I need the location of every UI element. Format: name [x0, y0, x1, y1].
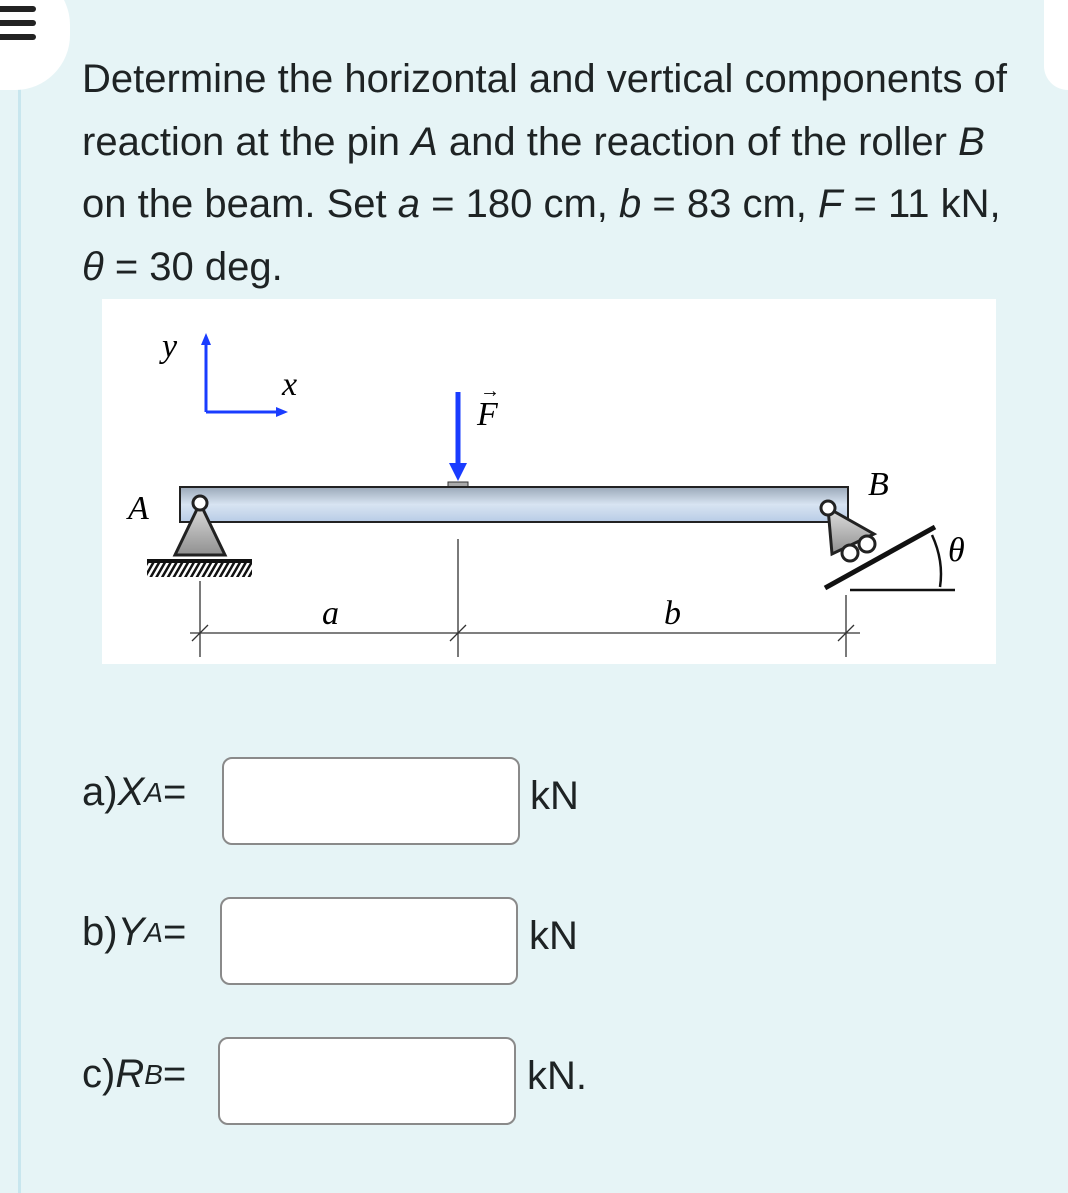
unit-label: kN — [530, 774, 579, 818]
dim-b-label: b — [664, 595, 681, 632]
label-b-point: B — [868, 466, 889, 503]
theta-label: θ — [948, 532, 965, 569]
beam — [180, 487, 848, 522]
svg-text:→: → — [480, 380, 500, 402]
rb-input[interactable] — [218, 1037, 516, 1125]
menu-icon — [0, 34, 36, 40]
ya-input[interactable] — [220, 897, 518, 985]
unit-label: kN. — [527, 1054, 587, 1098]
axes-icon — [201, 333, 288, 417]
x-axis-label: x — [282, 366, 298, 403]
label-a-point: A — [128, 490, 149, 527]
xa-input[interactable] — [222, 757, 520, 845]
roller-support-b — [821, 501, 955, 590]
dim-a-label: a — [322, 595, 339, 632]
unit-label: kN — [529, 914, 578, 958]
dimension-lines — [190, 539, 860, 657]
answer-row-xa: a) X A = — [82, 770, 187, 814]
menu-icon — [0, 6, 36, 12]
menu-icon — [0, 20, 36, 26]
answer-row-ya: b) Y A = — [82, 910, 187, 954]
menu-button[interactable] — [0, 0, 70, 90]
answer-row-rb: c) R B = — [82, 1052, 187, 1096]
beam-diagram — [102, 299, 996, 664]
y-axis-label: y — [162, 328, 178, 365]
question-text: Determine the horizontal and vertical components of reaction at the pin A and the reaction of the roller B on the beam. Set a = 180 cm, b = 83 cm, F = 11 kN, θ = 30 deg. — [82, 57, 1007, 289]
force-label: F — [477, 396, 498, 433]
left-border — [18, 80, 21, 1193]
side-button[interactable] — [1044, 0, 1068, 90]
